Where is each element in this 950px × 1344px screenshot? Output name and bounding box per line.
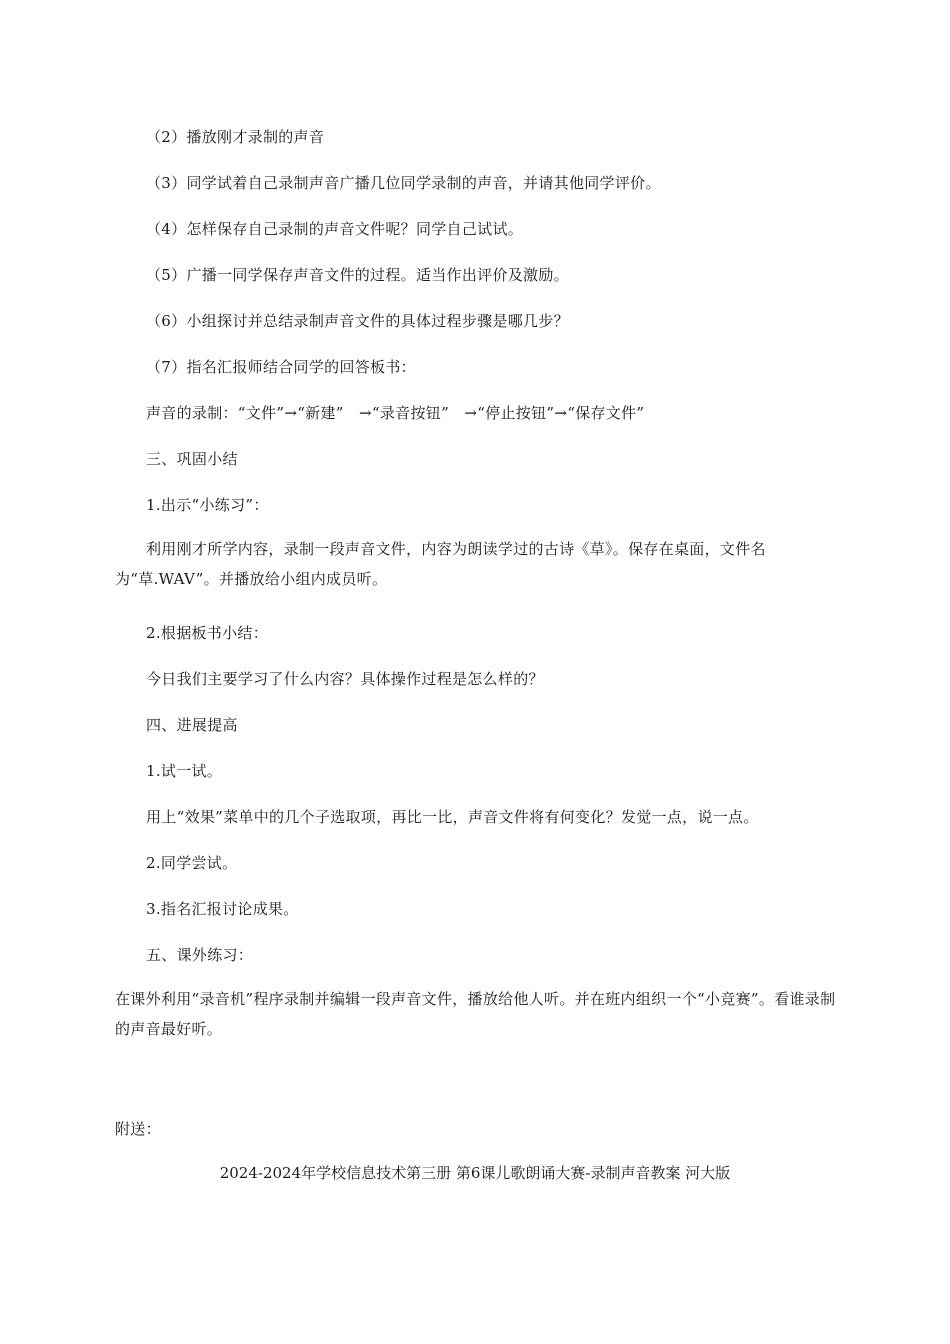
- exercise-heading: 1.出示“小练习”：: [146, 496, 269, 514]
- step-5-text: （5）广播一同学保存声音文件的过程。适当作出评价及激励。: [146, 266, 569, 284]
- effects-text: 用上“效果”菜单中的几个子选取项，再比一比，声音文件将有何变化？发觉一点，说一点。: [146, 808, 759, 826]
- summary-heading: 2.根据板书小结：: [146, 624, 269, 642]
- step-7-text: （7）指名汇报师结合同学的回答板书：: [146, 358, 416, 376]
- homework-paragraph: 在课外利用“录音机”程序录制并编辑一段声音文件，播放给他人听。并在班内组织一个“小竞赛”。看谁录制的声音最好听。: [115, 990, 836, 1038]
- section-5-heading: 五、课外练习：: [146, 946, 254, 964]
- step-4-text: （4）怎样保存自己录制的声音文件呢？同学自己试试。: [146, 220, 524, 238]
- try-heading: 1.试一试。: [146, 762, 223, 780]
- board-summary-text: 声音的录制：“文件”→“新建” →“录音按钮” →“停止按钮”→“保存文件”: [146, 404, 645, 422]
- lesson-title: 2024-2024年学校信息技术第三册 第6课儿歌朗诵大赛-录制声音教案 河大版: [219, 1164, 731, 1182]
- appendix-label: 附送：: [115, 1120, 161, 1138]
- step-2-text: （2）播放刚才录制的声音: [146, 128, 325, 146]
- exercise-paragraph: 利用刚才所学内容，录制一段声音文件，内容为朗读学过的古诗《草》。保存在桌面，文件名为“草.WAV”。并播放给小组内成员听。: [115, 540, 766, 588]
- summary-question: 今日我们主要学习了什么内容？具体操作过程是怎么样的？: [146, 670, 544, 688]
- section-4-heading: 四、进展提高: [146, 716, 238, 734]
- step-3-text: （3）同学试着自己录制声音广播几位同学录制的声音，并请其他同学评价。: [146, 174, 661, 192]
- step-6-text: （6）小组探讨并总结录制声音文件的具体过程步骤是哪几步？: [146, 312, 569, 330]
- section-3-heading: 三、巩固小结: [146, 450, 238, 468]
- student-try-text: 2.同学尝试。: [146, 854, 238, 872]
- report-text: 3.指名汇报讨论成果。: [146, 900, 299, 918]
